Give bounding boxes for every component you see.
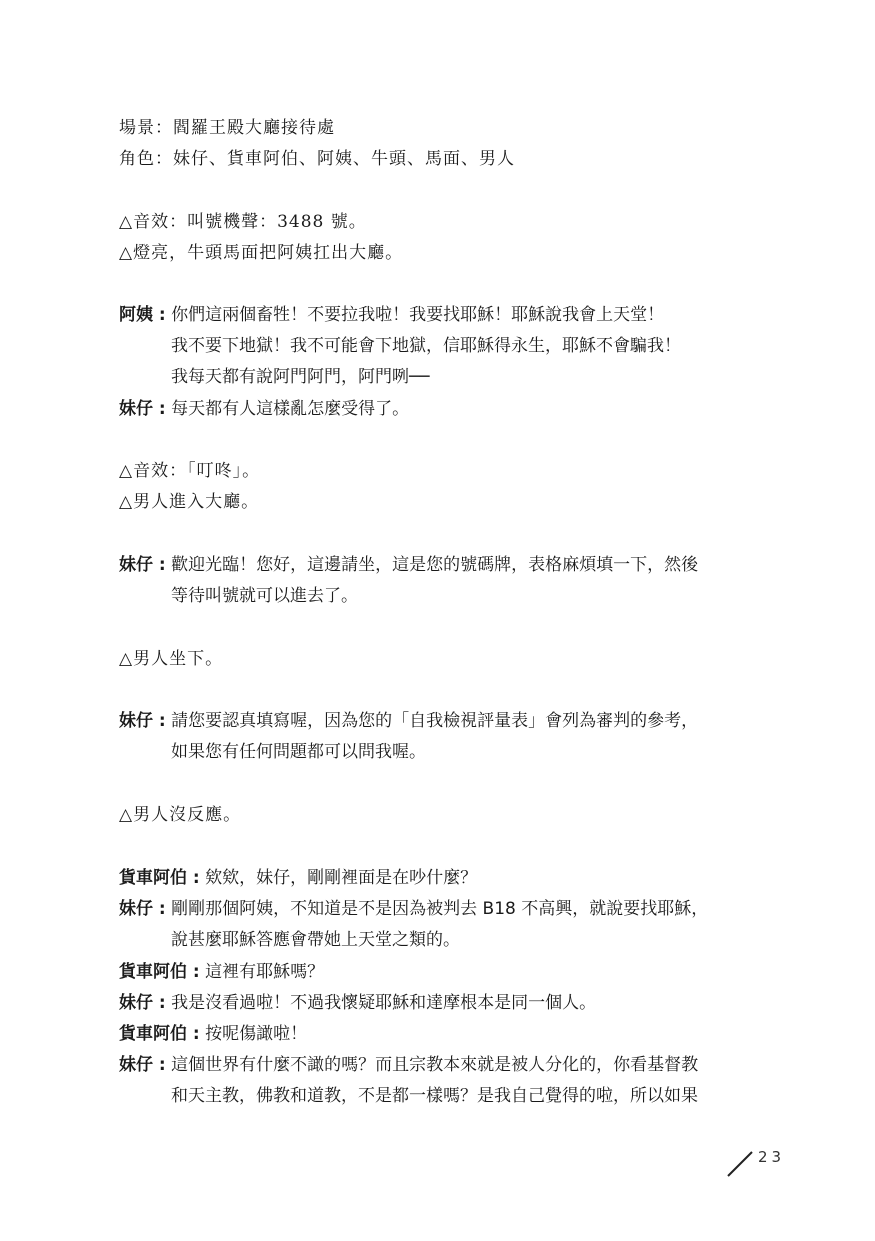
dialogue-text: 我每天都有說阿門阿門，阿門咧── bbox=[171, 367, 430, 388]
page-slash-ornament bbox=[726, 1150, 754, 1178]
dialogue-text: 請您要認真填寫喔，因為您的「自我檢視評量表」會列為審判的參考， bbox=[171, 711, 699, 731]
dialogue-block bbox=[119, 553, 779, 615]
dialogue-line bbox=[119, 303, 779, 334]
page-number: 23 bbox=[758, 1148, 786, 1166]
dialogue-text: 和天主教，佛教和道教，不是都一樣嗎？是我自己覺得的啦，所以如果 bbox=[171, 1086, 698, 1107]
dialogue-text: 按呢傷譀啦！ bbox=[205, 1023, 308, 1044]
dialogue-text: 說甚麼耶穌答應會帶她上天堂之類的。 bbox=[171, 930, 460, 951]
dialogue-line bbox=[119, 1022, 779, 1053]
dialogue-text: 你們這兩個畜牲！不要拉我啦！我要找耶穌！耶穌說我會上天堂！ bbox=[171, 305, 665, 325]
dialogue-line bbox=[119, 991, 779, 1022]
stage-direction: △音效：「叮咚」。 bbox=[119, 461, 261, 481]
dialogue-line bbox=[119, 334, 779, 365]
dialogue-text: 剛剛那個阿姨，不知道是不是因為被判去 B18 不高興，就說要找耶穌， bbox=[171, 899, 709, 920]
dialogue-line bbox=[119, 740, 779, 771]
dialogue-line bbox=[119, 365, 779, 396]
stage-direction: △燈亮，牛頭馬面把阿姨扛出大廳。 bbox=[119, 243, 404, 263]
scene-setting: 場景：閻羅王殿大廳接待處 bbox=[119, 118, 335, 138]
speaker-name: 妹仔 : bbox=[119, 711, 166, 731]
scene-roles: 角色：妹仔、貨車阿伯、阿姨、牛頭、馬面、男人 bbox=[119, 149, 515, 169]
speaker-name: 妹仔 : bbox=[119, 992, 166, 1013]
stage-direction: △男人進入大廳。 bbox=[119, 492, 260, 512]
dialogue-text: 如果您有任何問題都可以問我喔。 bbox=[171, 742, 426, 763]
speaker-name: 妹仔 : bbox=[119, 555, 166, 575]
dialogue-line bbox=[119, 928, 779, 959]
dialogue-text: 這個世界有什麼不譀的嗎？而且宗教本來就是被人分化的，你看基督教 bbox=[171, 1055, 699, 1076]
stage-direction: △音效：叫號機聲：3488 號。 bbox=[119, 212, 367, 232]
speaker-name: 妹仔 : bbox=[119, 398, 166, 419]
dialogue-text: 欸欸，妹仔，剛剛裡面是在吵什麼？ bbox=[205, 868, 478, 888]
speaker-name: 貨車阿伯 : bbox=[119, 868, 200, 888]
dialogue-block bbox=[119, 866, 779, 1116]
dialogue-line bbox=[119, 897, 779, 928]
stage-direction: △男人沒反應。 bbox=[119, 805, 242, 825]
dialogue-block bbox=[119, 303, 779, 428]
dialogue-text: 歡迎光臨！您好，這邊請坐，這是您的號碼牌，表格麻煩填一下，然後 bbox=[171, 555, 699, 575]
dialogue-block bbox=[119, 709, 779, 771]
dialogue-line bbox=[119, 960, 779, 991]
speaker-name: 妹仔 : bbox=[119, 899, 166, 920]
dialogue-text: 我不要下地獄！我不可能會下地獄，信耶穌得永生，耶穌不會騙我！ bbox=[171, 336, 681, 357]
dialogue-line bbox=[119, 1084, 779, 1115]
dialogue-text: 這裡有耶穌嗎？ bbox=[205, 961, 325, 982]
dialogue-line bbox=[119, 1053, 779, 1084]
speaker-name: 貨車阿伯 : bbox=[119, 961, 200, 982]
dialogue-line bbox=[119, 584, 779, 615]
speaker-name: 阿姨 : bbox=[119, 305, 166, 325]
stage-direction: △男人坐下。 bbox=[119, 649, 224, 669]
dialogue-line bbox=[119, 866, 779, 897]
dialogue-line bbox=[119, 709, 779, 740]
speaker-name: 妹仔 : bbox=[119, 1055, 166, 1076]
dialogue-line bbox=[119, 397, 779, 428]
dialogue-text: 我是沒看過啦！不過我懷疑耶穌和達摩根本是同一個人。 bbox=[171, 992, 597, 1013]
dialogue-line bbox=[119, 553, 779, 584]
dialogue-text: 等待叫號就可以進去了。 bbox=[171, 586, 358, 607]
speaker-name: 貨車阿伯 : bbox=[119, 1023, 200, 1044]
dialogue-text: 每天都有人這樣亂怎麼受得了。 bbox=[171, 398, 410, 419]
